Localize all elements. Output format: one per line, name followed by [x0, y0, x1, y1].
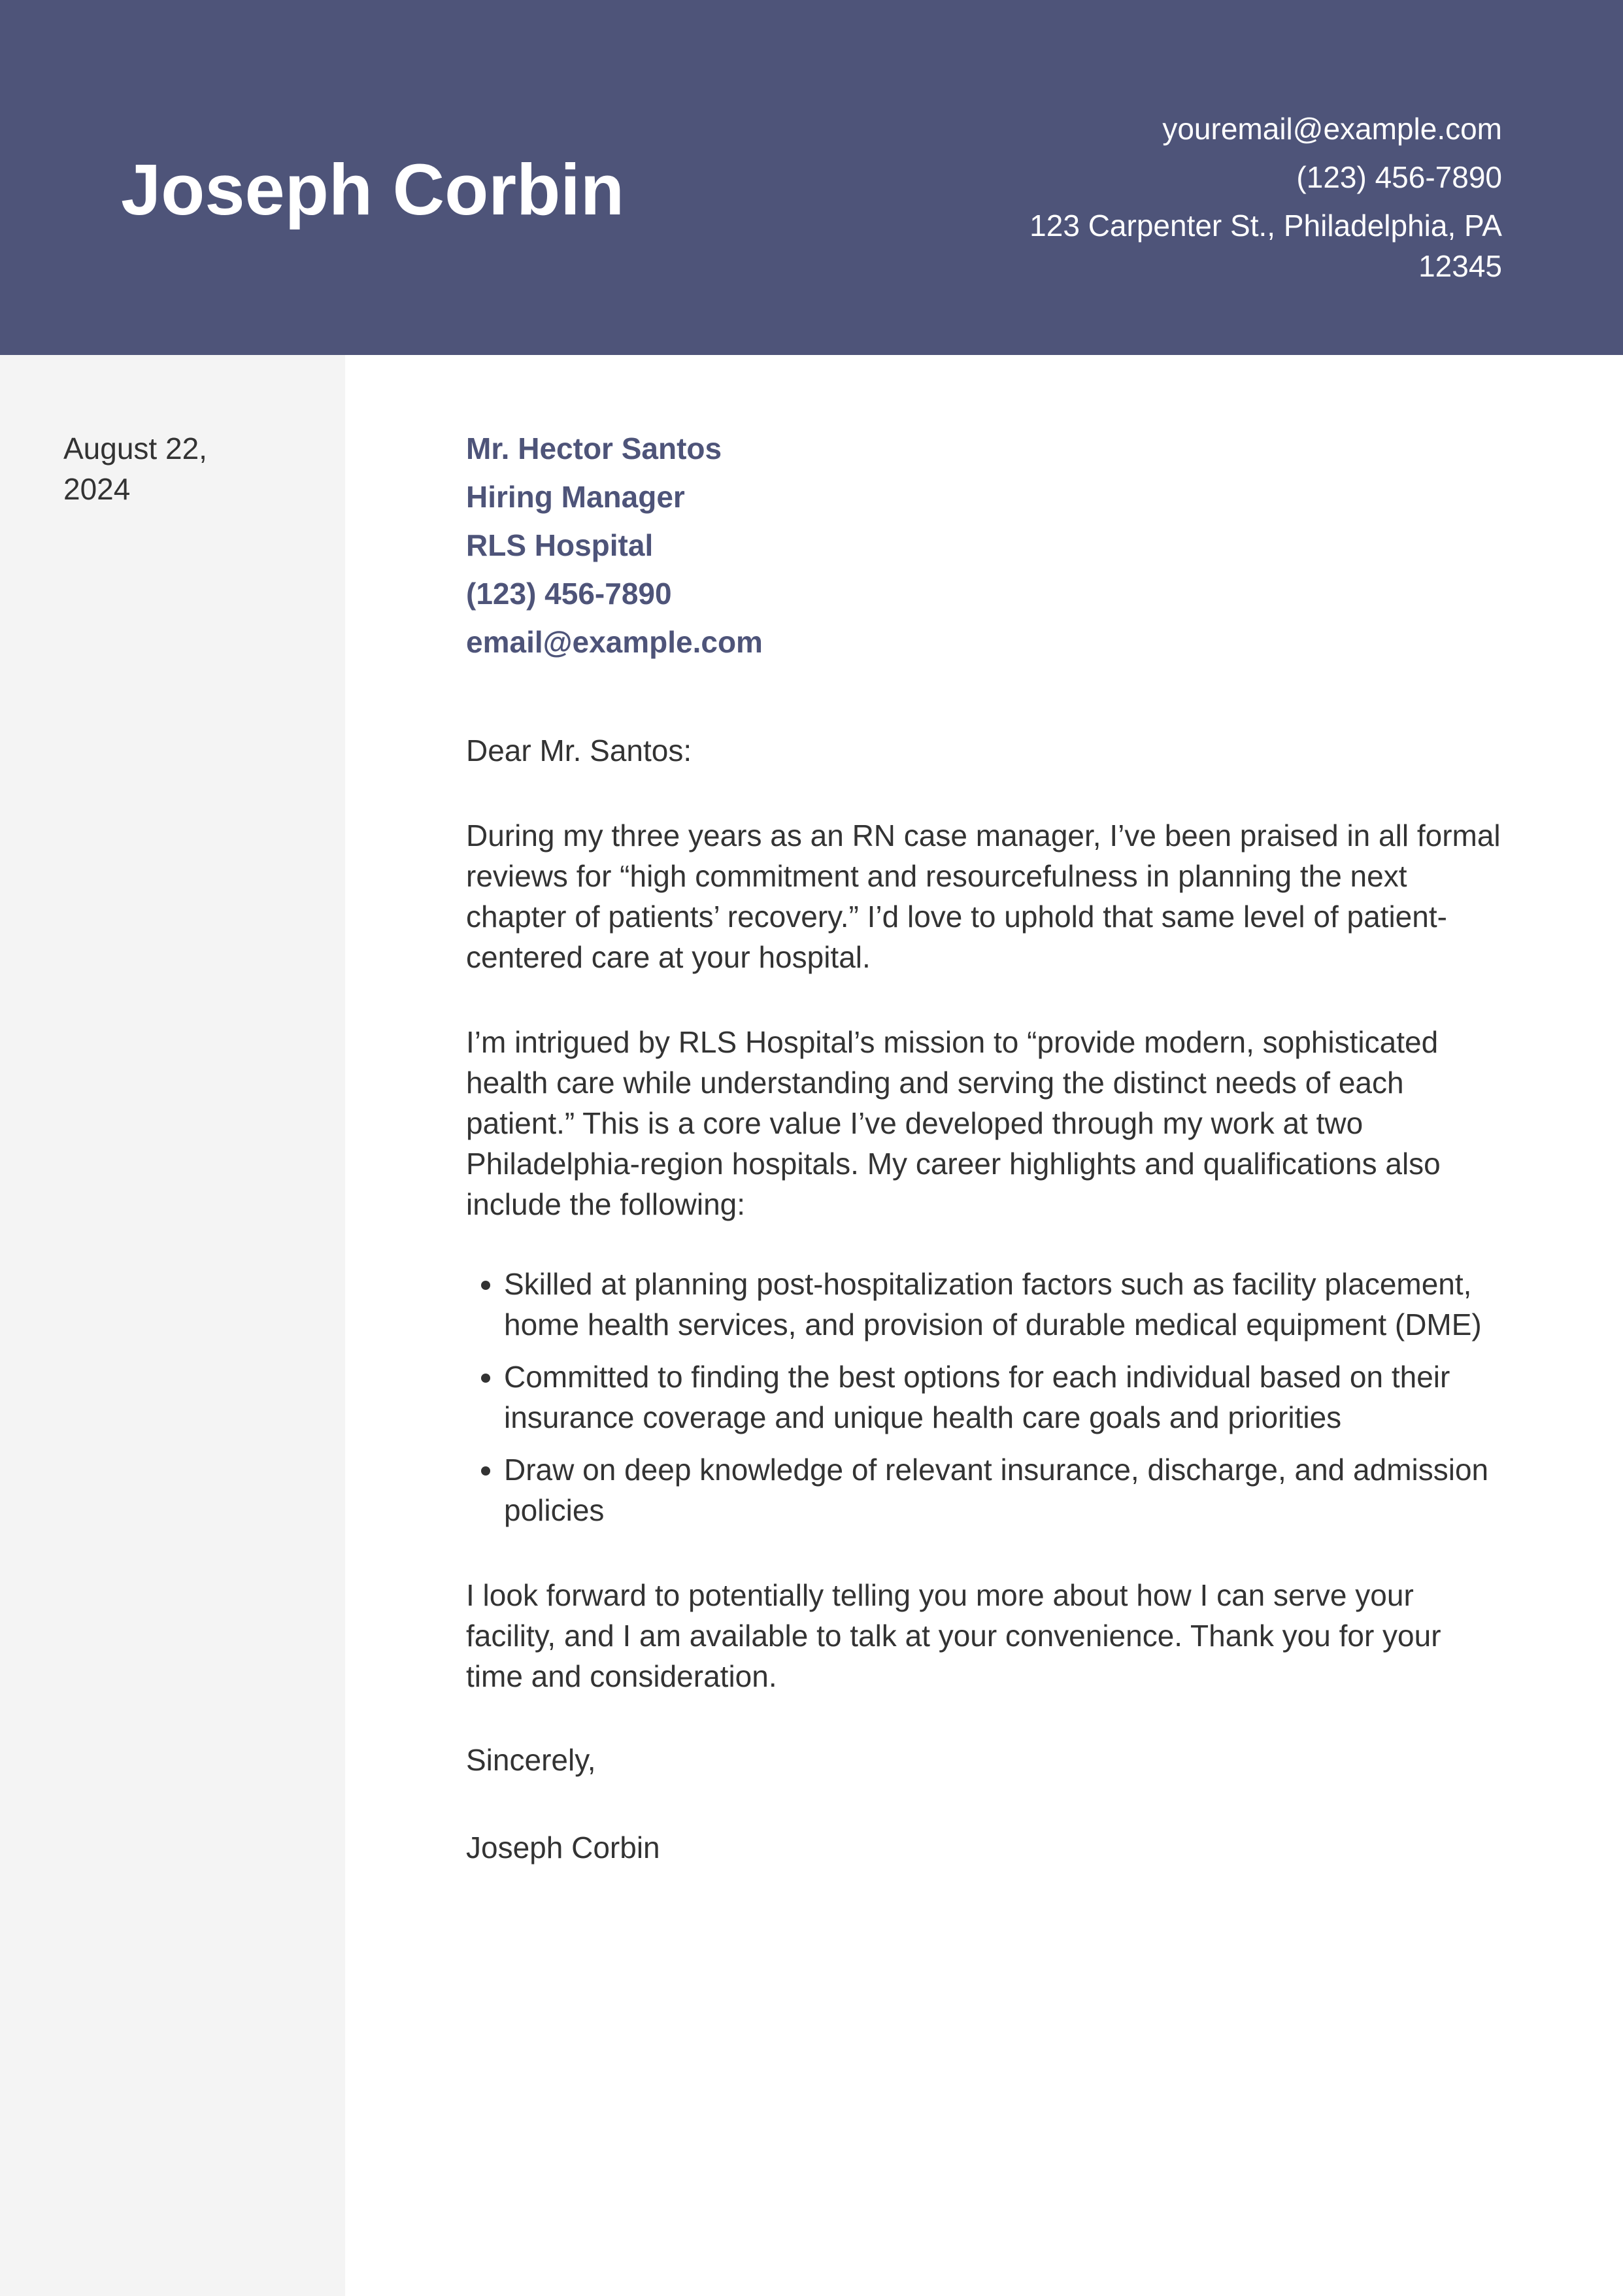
recipient-name: Mr. Hector Santos	[466, 431, 722, 465]
paragraph: During my three years as an RN case manager, I’ve been praised in all formal reviews for “high commitment and resourcefulness in planning the next chapter of patients’ recovery.” I’d love to uphold that same level of patient-centered care at your hospital.	[466, 819, 1501, 974]
contact-email: youremail@example.com	[1162, 112, 1502, 146]
salutation: Dear Mr. Santos:	[466, 734, 692, 768]
paragraph: I’m intrigued by RLS Hospital’s mission to “provide modern, sophisticated health care while understanding and serving the distinct needs of each patient.” This is a core value I’ve developed through my work at two Philadelphia-region hospitals. My career highlights and qualifications also include the following:	[466, 1025, 1441, 1221]
sidebar	[0, 355, 345, 2296]
contact-info	[914, 109, 1502, 286]
recipient-company: RLS Hospital	[466, 528, 654, 562]
recipient-block	[466, 428, 1502, 662]
contact-phone: (123) 456-7890	[1296, 160, 1502, 194]
header-banner	[0, 0, 1623, 355]
date-line2: 2024	[63, 472, 131, 506]
letter-body	[466, 428, 1502, 1868]
qualifications-list	[466, 1264, 1502, 1530]
list-item: • Draw on deep knowledge of relevant insurance, discharge, and admission policies	[504, 1449, 1502, 1530]
date-line1: August 22,	[63, 431, 207, 465]
list-item: • Committed to finding the best options for each individual based on their insurance coverage and unique health care goals and priorities	[504, 1357, 1502, 1438]
contact-address	[914, 205, 1502, 286]
contact-address-line2: 12345	[1418, 249, 1502, 283]
letter-date	[63, 428, 259, 509]
list-item: • Skilled at planning post-hospitalization factors such as facility placement, home health services, and provision of durable medical equipment (DME)	[504, 1264, 1502, 1345]
signature: Joseph Corbin	[466, 1831, 660, 1865]
closing: Sincerely,	[466, 1743, 596, 1777]
recipient-email: email@example.com	[466, 625, 763, 659]
contact-address-line1: 123 Carpenter St., Philadelphia, PA	[1029, 209, 1502, 243]
recipient-title: Hiring Manager	[466, 480, 685, 514]
recipient-phone: (123) 456-7890	[466, 577, 672, 611]
applicant-name: Joseph Corbin	[121, 150, 625, 230]
closing-paragraph: I look forward to potentially telling you more about how I can serve your facility, and I am available to talk at your convenience. Thank you for your time and consideration.	[466, 1578, 1441, 1693]
